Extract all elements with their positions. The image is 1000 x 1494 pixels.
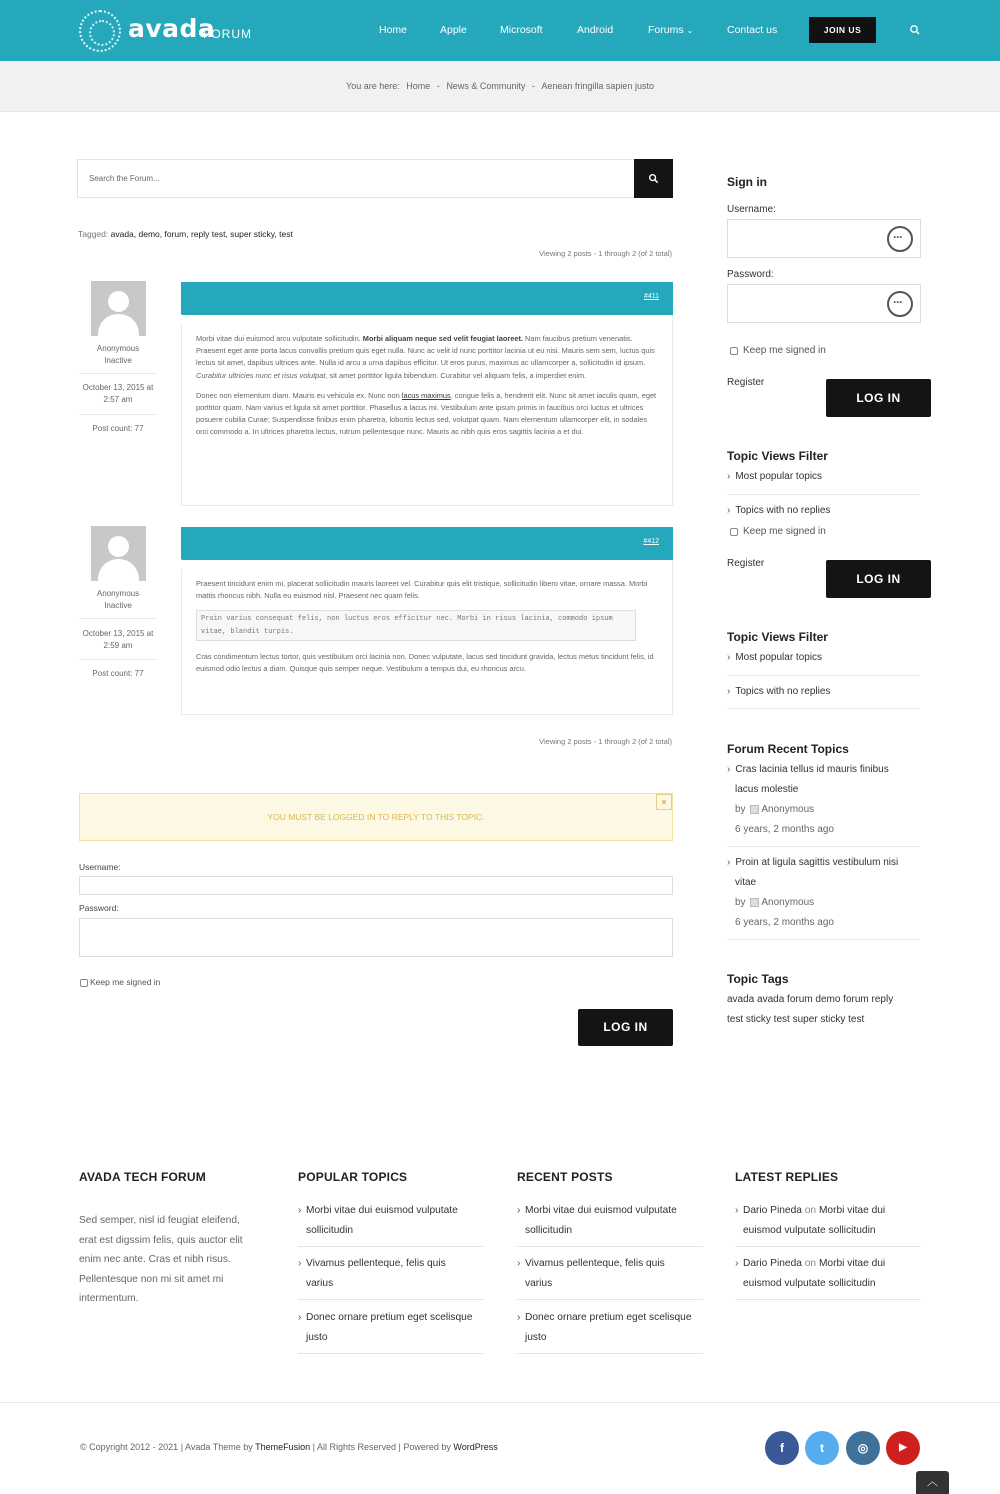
author-name[interactable]: Anonymous — [96, 344, 140, 353]
most-popular-link[interactable]: › Most popular topics — [727, 652, 822, 663]
sidebar-login-button[interactable]: LOG IN — [826, 379, 931, 417]
recent-topic-link[interactable]: › Cras lacinia tellus id mauris finibus — [727, 764, 889, 775]
footer-topic-link[interactable]: › Donec ornare pretium eget scelisque justo — [298, 1308, 484, 1347]
footer-replies-title: LATEST REPLIES — [735, 1170, 839, 1184]
avatar[interactable] — [91, 281, 146, 336]
remember-label[interactable]: Keep me signed in — [90, 977, 161, 987]
username-label: Username: — [79, 862, 121, 872]
recent-topic-author: by Anonymous — [735, 804, 815, 815]
breadcrumb-category[interactable]: News & Community — [446, 81, 526, 91]
breadcrumb — [0, 61, 1000, 112]
topic-tags-line — [78, 229, 293, 239]
forum-recent-topics-title: Forum Recent Topics — [727, 742, 849, 756]
post-content — [181, 315, 673, 506]
wordpress-link[interactable]: WordPress — [453, 1442, 498, 1452]
nav-apple[interactable]: Apple — [440, 24, 467, 36]
logo-subtitle[interactable]: FORUM — [203, 27, 252, 41]
footer-reply-link[interactable]: › Dario Pineda on Morbi vitae dui euismod vulputate sollicitudin — [735, 1254, 921, 1293]
forum-search-button[interactable] — [634, 159, 673, 198]
search-icon — [648, 173, 659, 184]
author-role: Inactive — [104, 601, 132, 610]
nav-home[interactable]: Home — [379, 24, 408, 36]
close-icon[interactable]: × — [656, 794, 672, 810]
recent-topic-link[interactable]: › Proin at ligula sagittis vestibulum nisi — [727, 857, 898, 868]
author-name[interactable]: Anonymous — [96, 589, 140, 598]
twitter-icon[interactable]: t — [805, 1431, 839, 1465]
footer-topic-link[interactable]: › Vivamus pellenteque, felis quis varius — [298, 1254, 484, 1293]
footer-about-title: AVADA TECH FORUM — [79, 1170, 206, 1184]
forum-search-input[interactable]: Search the Forum... — [77, 159, 635, 198]
no-replies-link[interactable]: › Topics with no replies — [727, 505, 830, 516]
register-link[interactable]: Register — [727, 377, 765, 388]
sidebar-username-label: Username: — [727, 204, 776, 215]
footer-reply-link[interactable]: › Dario Pineda on Morbi vitae dui euismod vulputate sollicitudin — [735, 1201, 921, 1240]
tag-cloud[interactable]: avada avada forum demo forum reply — [727, 994, 894, 1005]
sign-in-title: Sign in — [727, 175, 767, 189]
join-us-button[interactable]: JOIN US — [809, 17, 876, 43]
recent-topic-link[interactable]: lacus molestie — [735, 784, 799, 795]
code-block: Proin varius consequat felis, non luctus eros efficitur nec. Morbi in risus lacinia, commodo ipsum vitae, blandit turpis. — [196, 610, 636, 640]
no-replies-link[interactable]: › Topics with no replies — [727, 686, 830, 697]
post-date: October 13, 2015 at 2:59 am — [82, 629, 154, 650]
copyright-text: © Copyright 2012 - 2021 | Avada Theme by ThemeFusion | All Rights Reserved | Powered by WordPress — [80, 1442, 498, 1452]
recent-topic-author: by Anonymous — [735, 897, 815, 908]
facebook-icon[interactable]: f — [765, 1431, 799, 1465]
breadcrumb-home[interactable]: Home — [406, 81, 431, 91]
recent-topic-time: 6 years, 2 months ago — [735, 824, 834, 835]
sidebar-login-button[interactable]: LOG IN — [826, 560, 931, 598]
nav-android[interactable]: Android — [577, 24, 614, 36]
sidebar-remember-checkbox[interactable] — [730, 347, 738, 355]
sidebar-remember-checkbox[interactable] — [730, 528, 738, 536]
post-paragraph: Donec non elementum diam. Mauris eu vehicula ex. Nunc non lacus maximus, congue felis a, hendrerit elit. Nunc sit amet iaculis quam, eget porttitor quam. Nam varius et ligula sit amet porttitor. Phasellus a lacus mi. Vestibulum ante ipsum primis in faucibus orci luctus et ultrices posuere cubilia Curae; Suspendisse finibus enim pharetra, lobortis lectus sed, volutpat quam. Nam elementum ullamcorper elit, in sodales orci commodo a. In ultrices pharetra lectus, rutrum pellentesque nunc. Mauris ac nibh quis eros sagittis lacinia a et dui. — [196, 390, 657, 437]
login-required-notice — [79, 793, 673, 841]
post-permalink[interactable]: #412 — [643, 538, 659, 545]
remember-checkbox[interactable] — [80, 979, 88, 987]
avatar[interactable] — [91, 526, 146, 581]
topic-views-filter-title: Topic Views Filter — [727, 449, 828, 463]
login-button[interactable]: LOG IN — [578, 1009, 673, 1046]
post-date: October 13, 2015 at 2:57 am — [82, 383, 154, 404]
sidebar-password-field[interactable] — [727, 284, 921, 323]
sidebar-remember-label[interactable]: Keep me signed in — [743, 526, 826, 537]
site-header — [0, 0, 1000, 61]
most-popular-link[interactable]: › Most popular topics — [727, 471, 822, 482]
breadcrumb-current: Aenean fringilla sapien justo — [541, 81, 654, 91]
post-header — [181, 282, 673, 315]
topic-views-filter-title: Topic Views Filter — [727, 630, 828, 644]
nav-forums[interactable] — [648, 24, 693, 36]
post-count: Post count: 77 — [92, 669, 144, 678]
post-paragraph: Praesent tincidunt enim mi, placerat sollicitudin mauris laoreet vel. Curabitur quis elit tristique, sollicitudin libero vitae, ornare massa. Morbi mattis rhoncus nibh. Nulla eu euismod nisl. Praesent nec quam felis. — [196, 579, 648, 601]
post-author — [78, 343, 158, 367]
logo-icon[interactable] — [79, 10, 121, 52]
topic-tags-title: Topic Tags — [727, 972, 789, 986]
notice-text: YOU MUST BE LOGGED IN TO REPLY TO THIS TOPIC. — [267, 812, 485, 822]
footer-topic-link[interactable]: › Morbi vitae dui euismod vulputate sollicitudin — [298, 1201, 484, 1240]
footer-about-text: Sed semper, nisl id feugiat eleifend, erat est digssim felis, quis auctor elit enim nec ante. Cras et nibh risus. Pellentesque non mi sit amet mi intermentum. — [79, 1215, 243, 1305]
password-label: Password: — [79, 903, 119, 913]
youtube-icon[interactable]: ▶ — [886, 1431, 920, 1465]
viewing-count: Viewing 2 posts - 1 through 2 (of 2 total) — [539, 737, 672, 746]
footer-post-link[interactable]: › Vivamus pellenteque, felis quis varius — [517, 1254, 703, 1293]
footer-post-link[interactable]: › Donec ornare pretium eget scelisque justo — [517, 1308, 703, 1347]
tagged-tags[interactable]: avada, demo, forum, reply test, super sticky, test — [110, 229, 293, 239]
avatar — [750, 805, 759, 814]
avatar — [750, 898, 759, 907]
recent-topic-link[interactable]: vitae — [735, 877, 757, 888]
register-link[interactable]: Register — [727, 558, 765, 569]
sidebar-password-label: Password: — [727, 269, 774, 280]
password-field[interactable] — [79, 918, 673, 957]
logo-text[interactable]: avada — [128, 14, 216, 43]
post-paragraph: Cras condimentum lectus tortor, quis vestibulum orci lacinia non. Donec vulputate, lacus sed tincidunt gravida, lectus metus tincidunt felis, id euismod odio lectus a diam. Quisque quis semper neque. Vestibulum a tempus dui, eu rhoncus arcu. — [196, 651, 654, 674]
post-paragraph: Morbi vitae dui euismod arcu vulputate sollicitudin. Morbi aliquam neque sed velit feugiat laoreet. Nam faucibus pretium venenatis. Praesent eget ante porta lacus convallis pretium quis eget nulla. Nunc ac velit id nunc porttitor lacinia ut eu nisi. Mauris sem sem, luctus quis lectus sit amet, dapibus ultrices ante. Nulla id arcu a urna dapibus efficitur. Ut eros purus, maximus ac ullamcorper a, sollicitudin id ipsum. Curabitur ultricies nunc et risus volutpat, sit amet porttitor ligula bibendum. Curabitur vel aliquam felis, a imperdiet enim. — [196, 334, 655, 380]
footer-post-link[interactable]: › Morbi vitae dui euismod vulputate sollicitudin — [517, 1201, 703, 1240]
instagram-icon[interactable]: ◎ — [846, 1431, 880, 1465]
footer-recent-title: RECENT POSTS — [517, 1170, 613, 1184]
post-content — [181, 560, 673, 715]
post-header — [181, 527, 673, 560]
post-permalink[interactable]: #411 — [643, 293, 659, 300]
search-icon[interactable] — [909, 24, 921, 36]
nav-forums-label: Forums — [648, 24, 684, 36]
footer-popular-title: POPULAR TOPICS — [298, 1170, 408, 1184]
password-manager-icon[interactable] — [887, 226, 913, 252]
recent-topic-time: 6 years, 2 months ago — [735, 917, 834, 928]
nav-microsoft[interactable]: Microsoft — [500, 24, 543, 36]
sidebar-username-field[interactable] — [727, 219, 921, 258]
author-role: Inactive — [104, 356, 132, 365]
tag-cloud[interactable]: test sticky test super sticky test — [727, 1014, 865, 1025]
breadcrumb-separator: - — [436, 81, 440, 91]
breadcrumb-separator: - — [531, 81, 535, 91]
chevron-down-icon: ⌄ — [686, 26, 694, 35]
username-field[interactable] — [79, 876, 673, 895]
post-author — [78, 588, 158, 612]
back-to-top-button[interactable]: ︿ — [916, 1471, 949, 1494]
viewing-count: Viewing 2 posts - 1 through 2 (of 2 total) — [539, 249, 672, 258]
sidebar-remember-label[interactable]: Keep me signed in — [743, 345, 826, 356]
nav-contact[interactable]: Contact us — [727, 24, 778, 36]
inline-link[interactable]: lacus maximus — [401, 390, 451, 400]
themefusion-link[interactable]: ThemeFusion — [255, 1442, 311, 1452]
breadcrumb-prefix: You are here: — [346, 81, 400, 91]
tagged-label: Tagged: — [78, 229, 109, 239]
post-count: Post count: 77 — [92, 424, 144, 433]
password-manager-icon[interactable] — [887, 291, 913, 317]
